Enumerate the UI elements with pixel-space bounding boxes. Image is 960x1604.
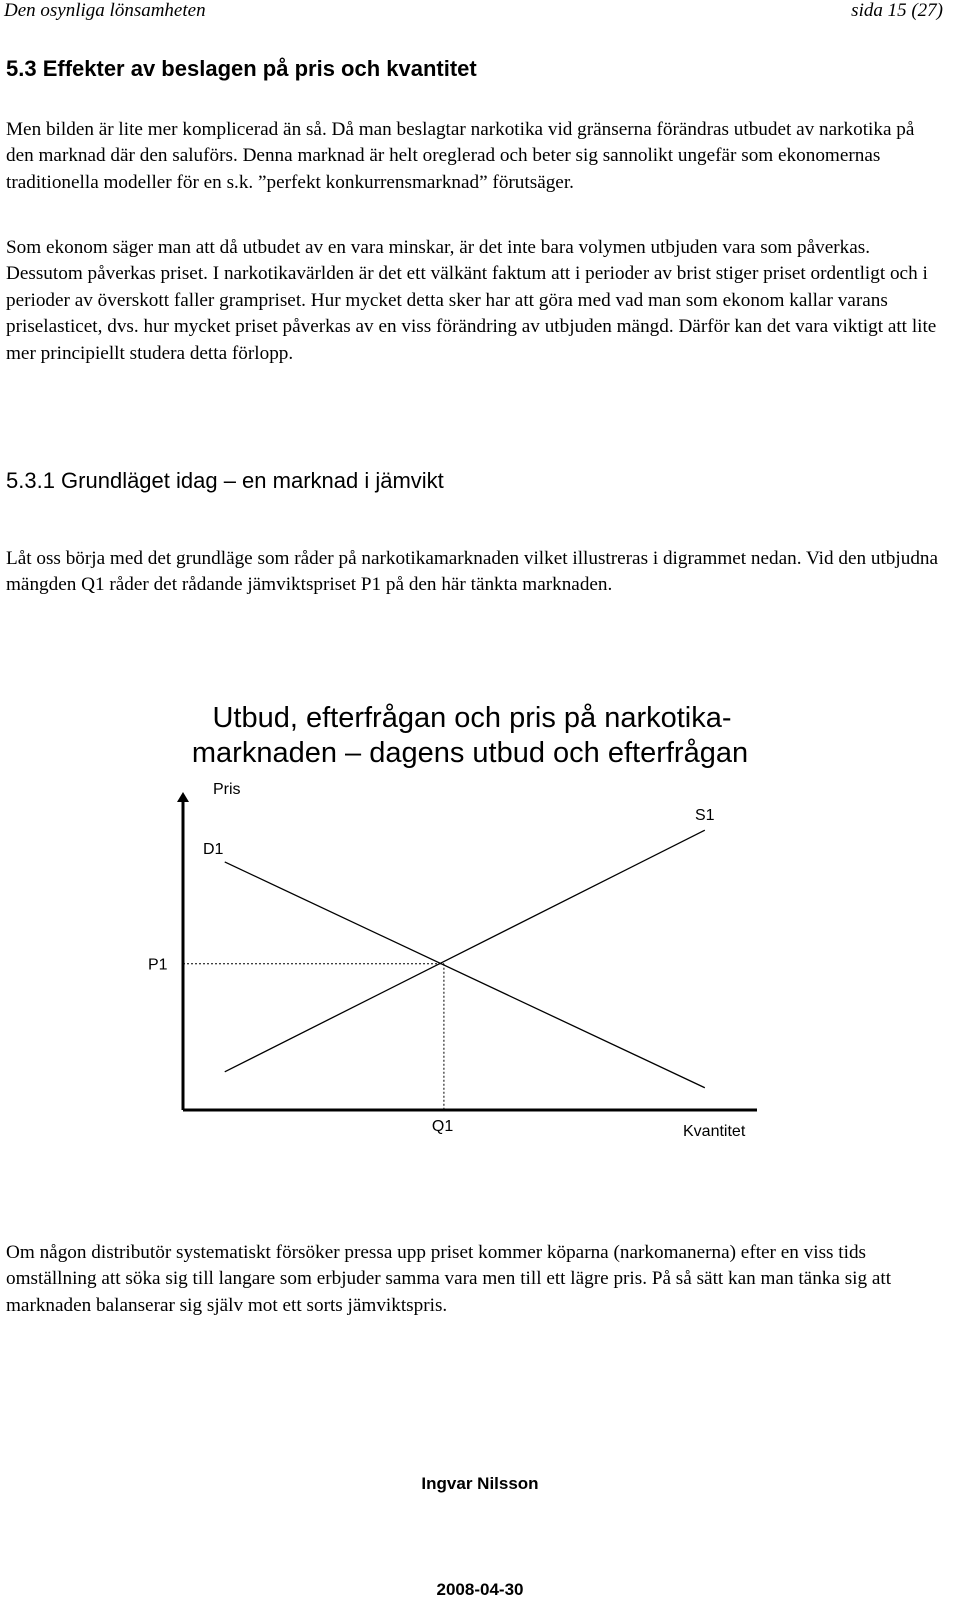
series-line-d1 [225, 862, 705, 1088]
series-label-s1: S1 [695, 807, 715, 824]
paragraph: Som ekonom säger man att då utbudet av en vara minskar, är det inte bara volymen utbjuden vara som påverkas. Dessutom påverkas priset. I narkotikavärlden är det ett välkänt faktum att i perioder av brist stiger priset ordentligt och i perioder av överskott faller grampriset. Hur mycket detta sker har att göra med vad man som ekonom kallar varans priselasticet, dvs. hur mycket priset påverkas av en viss förändring av utbjuden mängd. Därför kan det vara viktigt att lite mer principiellt studera detta förlopp. [6, 237, 937, 364]
q1-label: Q1 [431, 1118, 454, 1135]
paragraph: Om någon distributör systematiskt försöker pressa upp priset kommer köparna (narkomanerna) efter en viss tids omställning att söka sig till langare som erbjuder samma vara men till ett lägre pris. På så sätt kan man tänka sig att marknaden balanserar sig själv mot ett sorts jämviktspris. [6, 1242, 892, 1316]
paragraph: Låt oss börja med det grundläge som råder på narkotikamarknaden vilket illustreras i digrammet nedan. Vid den utbjudna mängden Q1 råder det rådande jämviktspriset P1 på den här tänkta marknaden. [6, 548, 939, 596]
chart-title-line2: marknaden – dagens utbud och efterfrågan [191, 737, 749, 769]
section-heading: 5.3 Effekter av beslagen på pris och kvantitet [6, 56, 477, 81]
series-label-d1: D1 [203, 841, 224, 858]
page-number: sida 15 (27) [851, 0, 943, 21]
footer-date: 2008-04-30 [436, 1580, 524, 1599]
p1-label: P1 [148, 956, 168, 974]
page-header [0, 0, 960, 26]
document-title: Den osynliga lönsamheten [4, 0, 206, 21]
subsection-heading: 5.3.1 Grundläget idag – en marknad i jämvikt [6, 468, 444, 493]
paragraph: Men bilden är lite mer komplicerad än så. Då man beslagtar narkotika vid gränserna förändras utbudet av narkotika på den marknad där den saluförs. Denna marknad är helt oreglerad och beter sig sannolikt ungefär som ekonomernas traditionella modeller för en s.k. ”perfekt konkurrensmarknad” förutsäger. [6, 119, 915, 193]
series-line-s1 [225, 830, 705, 1072]
x-axis-label: Kvantitet [683, 1123, 746, 1140]
footer-author: Ingvar Nilsson [421, 1474, 539, 1493]
supply-demand-chart [0, 680, 960, 1160]
y-axis-label: Pris [213, 781, 241, 798]
plot-area [148, 781, 757, 1140]
chart-title-line1: Utbud, efterfrågan och pris på narkotika- [212, 702, 732, 734]
y-axis-arrow [177, 792, 189, 802]
